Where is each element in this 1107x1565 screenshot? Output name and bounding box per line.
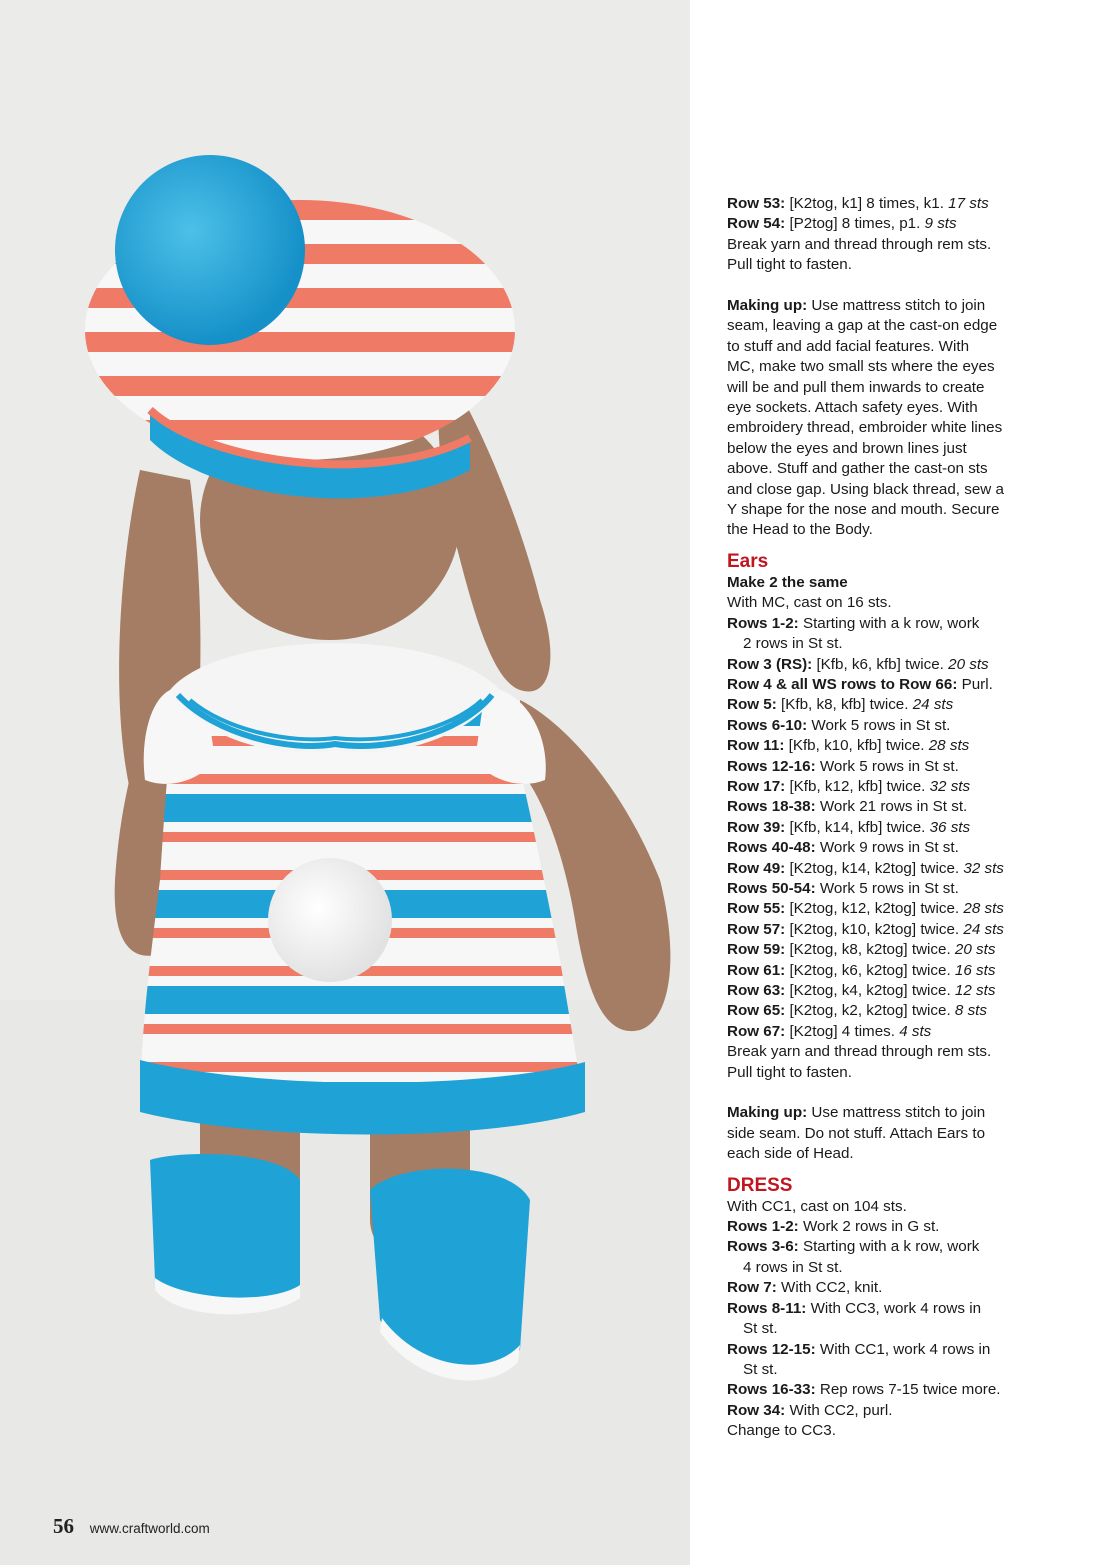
- instruction-line: Row 34: With CC2, purl.: [727, 1401, 893, 1419]
- instruction-line: MC, make two small sts where the eyes: [727, 358, 995, 376]
- instruction-line: Rows 8-11: With CC3, work 4 rows in: [727, 1299, 982, 1317]
- instruction-line: St st.: [743, 1320, 778, 1338]
- instruction-line: Row 39: [Kfb, k14, kfb] twice. 36 sts: [727, 818, 971, 836]
- instruction-line: Row 3 (RS): [Kfb, k6, kfb] twice. 20 sts: [727, 655, 989, 673]
- making-up-ears-block: [727, 1103, 1072, 1164]
- instruction-line: Rows 1-2: Starting with a k row, work: [727, 614, 980, 632]
- instruction-line: Pull tight to fasten.: [727, 1063, 852, 1081]
- instruction-line: With MC, cast on 16 sts.: [727, 594, 892, 612]
- instruction-line: Row 65: [K2tog, k2, k2tog] twice. 8 sts: [727, 1002, 987, 1020]
- instruction-line: Row 5: [Kfb, k8, kfb] twice. 24 sts: [727, 696, 954, 714]
- instruction-line: Row 61: [K2tog, k6, k2tog] twice. 16 sts: [727, 961, 996, 979]
- page-footer: [53, 1514, 210, 1539]
- instruction-line: side seam. Do not stuff. Attach Ears to: [727, 1124, 986, 1142]
- instruction-line: Rows 6-10: Work 5 rows in St st.: [727, 716, 951, 734]
- instruction-line: Row 53: [K2tog, k1] 8 times, k1. 17 sts: [727, 195, 989, 212]
- instruction-line: eye sockets. Attach safety eyes. With: [727, 399, 978, 417]
- instruction-line: Row 54: [P2tog] 8 times, p1. 9 sts: [727, 215, 957, 233]
- instruction-line: With CC1, cast on 104 sts.: [727, 1197, 907, 1215]
- dress-heading: DRESS: [727, 1174, 793, 1196]
- instruction-line: 2 rows in St st.: [743, 635, 843, 653]
- intro-block: [727, 194, 1072, 276]
- instruction-line: Rows 12-16: Work 5 rows in St st.: [727, 757, 959, 775]
- instruction-line: Row 59: [K2tog, k8, k2tog] twice. 20 sts: [727, 941, 996, 959]
- instruction-line: Row 55: [K2tog, k12, k2tog] twice. 28 sts: [727, 900, 1004, 918]
- instruction-line: Rows 18-38: Work 21 rows in St st.: [727, 798, 968, 816]
- instruction-line: Pull tight to fasten.: [727, 256, 852, 274]
- instruction-line: 4 rows in St st.: [743, 1258, 843, 1276]
- instruction-line: and close gap. Using black thread, sew a: [727, 480, 1004, 498]
- instruction-line: Row 67: [K2tog] 4 times. 4 sts: [727, 1022, 932, 1040]
- instruction-line: Row 17: [Kfb, k12, kfb] twice. 32 sts: [727, 777, 971, 795]
- instruction-line: Y shape for the nose and mouth. Secure: [727, 501, 1000, 519]
- instruction-line: Row 4 & all WS rows to Row 66: Purl.: [727, 675, 993, 693]
- website-url: www.craftworld.com: [89, 1521, 210, 1536]
- ears-subheading: Make 2 the same: [727, 573, 848, 591]
- instruction-line: Row 63: [K2tog, k4, k2tog] twice. 12 sts: [727, 982, 996, 1000]
- instruction-line: Making up: Use mattress stitch to join: [727, 297, 986, 315]
- instruction-line: above. Stuff and gather the cast-on sts: [727, 460, 988, 478]
- instruction-line: each side of Head.: [727, 1145, 854, 1163]
- instruction-line: Row 11: [Kfb, k10, kfb] twice. 28 sts: [727, 737, 970, 755]
- instruction-line: Row 49: [K2tog, k14, k2tog] twice. 32 sts: [727, 859, 1004, 877]
- making-up-head-block: [727, 296, 1072, 541]
- instruction-line: Break yarn and thread through rem sts.: [727, 235, 992, 253]
- tail-pompom: [268, 858, 392, 982]
- pattern-instructions: [727, 194, 1072, 1442]
- instruction-line: to stuff and add facial features. With: [727, 337, 970, 355]
- instruction-line: Rows 50-54: Work 5 rows in St st.: [727, 879, 959, 897]
- page-number: 56: [53, 1514, 74, 1538]
- instruction-line: Rows 12-15: With CC1, work 4 rows in: [727, 1340, 991, 1358]
- instruction-line: Row 7: With CC2, knit.: [727, 1279, 883, 1297]
- instruction-line: below the eyes and brown lines just: [727, 439, 967, 457]
- ears-heading: Ears: [727, 550, 769, 572]
- instruction-line: Rows 40-48: Work 9 rows in St st.: [727, 839, 959, 857]
- ears-instructions: [727, 593, 1072, 1083]
- instruction-line: Break yarn and thread through rem sts.: [727, 1043, 992, 1061]
- dress-instructions: [727, 1197, 1072, 1442]
- beret-pompom: [115, 155, 305, 345]
- instruction-line: Change to CC3.: [727, 1422, 836, 1440]
- instruction-line: the Head to the Body.: [727, 521, 873, 539]
- instruction-line: will be and pull them inwards to create: [727, 378, 985, 396]
- instruction-line: Rows 16-33: Rep rows 7-15 twice more.: [727, 1381, 1001, 1399]
- instruction-line: Row 57: [K2tog, k10, k2tog] twice. 24 sts: [727, 920, 1004, 938]
- instruction-line: embroidery thread, embroider white lines: [727, 419, 1003, 437]
- instruction-line: Rows 3-6: Starting with a k row, work: [727, 1238, 980, 1256]
- instruction-line: St st.: [743, 1360, 778, 1378]
- instruction-line: seam, leaving a gap at the cast-on edge: [727, 317, 998, 335]
- instruction-line: Making up: Use mattress stitch to join: [727, 1104, 986, 1122]
- instruction-line: Rows 1-2: Work 2 rows in G st.: [727, 1218, 940, 1236]
